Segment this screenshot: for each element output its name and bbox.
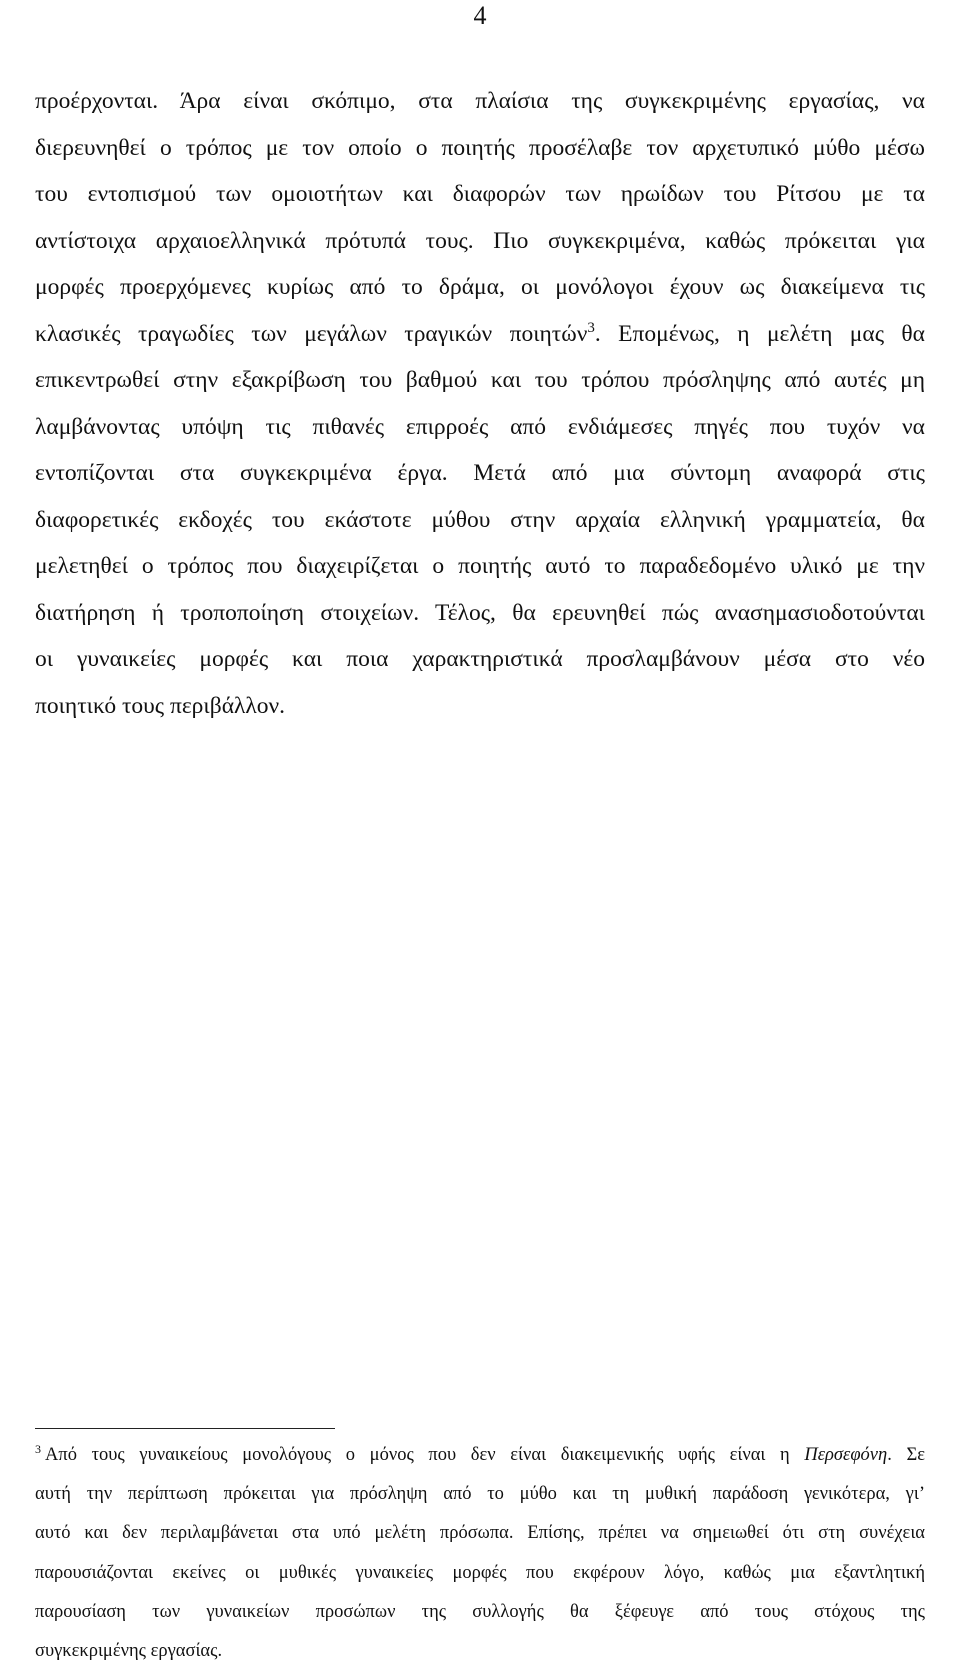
body-line-part: κλασικές τραγωδίες των μεγάλων τραγικών ποιητών xyxy=(35,320,588,347)
footnote-line: παρουσίαση των γυναικείων προσώπων της συλλογής θα ξέφευγε από τους στόχους της xyxy=(35,1601,925,1622)
body-paragraph xyxy=(35,78,925,729)
body-line: λαμβάνοντας υπόψη τις πιθανές επιρροές από ενδιάμεσες πηγές που τυχόν να xyxy=(35,413,925,440)
body-line: προέρχονται. Άρα είναι σκόπιμο, στα πλαίσια της συγκεκριμένης εργασίας, να xyxy=(35,88,925,114)
body-line: οι γυναικείες μορφές και ποια χαρακτηριστικά προσλαμβάνουν μέσα στο νέο xyxy=(35,646,925,672)
body-line: αντίστοιχα αρχαιοελληνικά πρότυπά τους. Πιο συγκεκριμένα, καθώς πρόκειται για xyxy=(35,227,925,254)
footnote-line: αυτή την περίπτωση πρόκειται για πρόσληψη από το μύθο και τη μυθική παράδοση γενικότερα, γι’ xyxy=(35,1484,925,1505)
footnote-italic-title: Περσεφόνη xyxy=(804,1445,888,1465)
body-line-with-footnote-ref xyxy=(35,311,925,358)
footnote-line xyxy=(35,1436,925,1475)
footnote-text: Από τους γυναικείους μονολόγους ο μόνος που δεν είναι διακειμενικής υφής είναι η xyxy=(45,1445,805,1465)
body-line: επικεντρωθεί στην εξακρίβωση του βαθμού και του τρόπου πρόσληψης από αυτές μη xyxy=(35,367,925,393)
footnote-separator xyxy=(35,1428,335,1429)
body-line-part: . Επομένως, η μελέτη μας θα xyxy=(594,320,925,347)
footnote xyxy=(35,1436,925,1671)
body-line: του εντοπισμού των ομοιοτήτων και διαφορών των ηρωίδων του Ρίτσου με τα xyxy=(35,181,925,207)
body-line: διερευνηθεί ο τρόπος με τον οποίο ο ποιητής προσέλαβε τον αρχετυπικό μύθο μέσω xyxy=(35,134,925,161)
footnote-text: . Σε xyxy=(887,1445,926,1465)
footnote-line: παρουσιάζονται εκείνες οι μυθικές γυναικείες μορφές που εκφέρουν λόγο, καθώς μια εξαντλητική xyxy=(35,1562,925,1583)
footnote-line: αυτό και δεν περιλαμβάνεται στα υπό μελέτη πρόσωπα. Επίσης, πρέπει να σημειωθεί ότι στη συνέχεια xyxy=(35,1523,925,1544)
body-line: μορφές προερχόμενες κυρίως από το δράμα, οι μονόλογοι έχουν ως διακείμενα τις xyxy=(35,274,925,300)
footnote-reference[interactable]: 3 xyxy=(587,319,595,336)
page-number: 4 xyxy=(473,1,487,30)
body-line: εντοπίζονται στα συγκεκριμένα έργα. Μετά από μια σύντομη αναφορά στις xyxy=(35,460,925,486)
footnote-line: συγκεκριμένης εργασίας. xyxy=(35,1641,223,1662)
body-line: μελετηθεί ο τρόπος που διαχειρίζεται ο ποιητής αυτό το παραδεδομένο υλικό με την xyxy=(35,553,925,579)
footnote-marker: 3 xyxy=(35,1441,41,1456)
body-line: διατήρηση ή τροποποίηση στοιχείων. Τέλος, θα ερευνηθεί πώς ανασημασιοδοτούνται xyxy=(35,599,925,626)
body-line: ποιητικό τους περιβάλλον. xyxy=(35,692,286,719)
body-line: διαφορετικές εκδοχές του εκάστοτε μύθου στην αρχαία ελληνική γραμματεία, θα xyxy=(35,506,925,533)
